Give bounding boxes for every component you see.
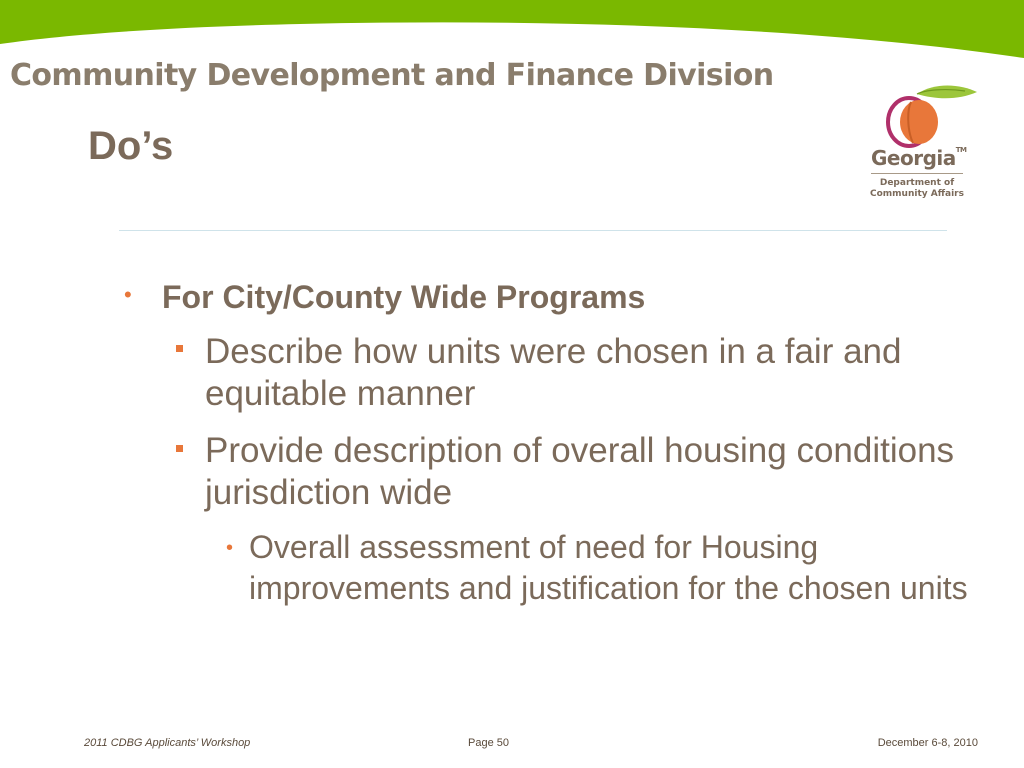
bullet-level2-item: Provide description of overall housing conditions jurisdiction wide — [205, 431, 955, 512]
bullet-level1: For City/County Wide Programs — [162, 279, 646, 315]
logo-subtitle-line1: Department of — [879, 178, 955, 188]
header-green-band — [0, 0, 1024, 60]
footer-date: December 6-8, 2010 — [877, 737, 978, 749]
bullet-level3: Overall assessment of need for Housing improvements and justification for the chosen units — [249, 529, 968, 606]
bullet-dot-icon: • — [124, 282, 132, 307]
bullet-square-icon — [176, 445, 183, 452]
logo-rule — [871, 173, 963, 174]
logo-subtitle-line2: Community Affairs — [870, 189, 964, 199]
bullet-level2-item: Describe how units were chosen in a fair and equitable manner — [205, 332, 902, 413]
bullet-square-icon — [176, 345, 183, 352]
logo-trademark: TM — [955, 146, 967, 154]
peach-icon — [855, 80, 980, 150]
logo-wordmark: Georgia™ — [871, 146, 967, 170]
division-title: Community Development and Finance Division — [10, 58, 774, 93]
title-divider — [119, 230, 947, 231]
logo-subtitle — [861, 178, 973, 200]
slide-title: Do’s — [88, 124, 174, 168]
footer-page-number: Page 50 — [468, 737, 509, 749]
footer-workshop: 2011 CDBG Applicants’ Workshop — [84, 737, 251, 749]
bullet-dot-icon: • — [226, 537, 234, 559]
georgia-dca-logo — [855, 80, 980, 205]
